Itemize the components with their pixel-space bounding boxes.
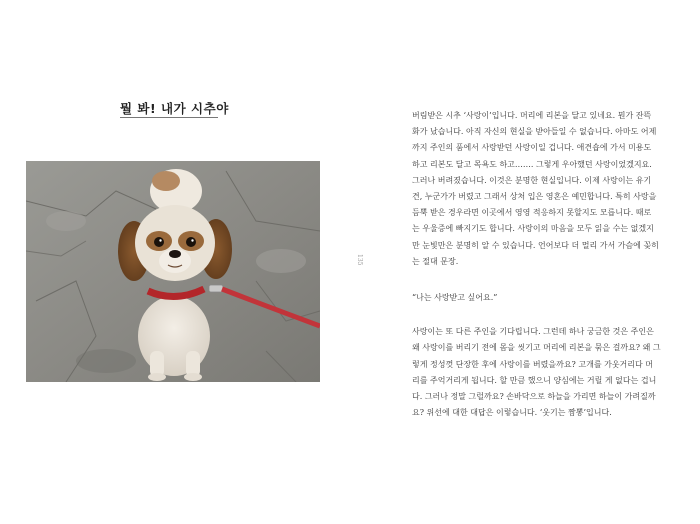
paragraph-2-line: 요? 위선에 대한 대답은 이렇습니다. ‘웃기는 짬뽕’입니다. (412, 408, 612, 418)
chapter-title: 뭘 봐! 내가 시추야 (120, 101, 229, 116)
paragraph-1-line: 는 우울증에 빠지기도 합니다. 사랑이의 마음을 모두 읽을 수는 없겠지 (412, 224, 654, 234)
page-number: 135 (356, 254, 363, 266)
paragraph-2-line: 사랑이는 또 다른 주인을 기다립니다. 그런데 하나 궁금한 것은 주인은 (412, 327, 654, 337)
paragraph-2-line: 렇게 정성껏 단장한 후에 사랑이를 버렸을까요? 고개를 가웃거리다 머 (412, 359, 654, 369)
paragraph-1-line: 까지 주인의 품에서 사랑받던 사랑이일 겁니다. 애견숍에 가서 미용도 (412, 143, 652, 153)
paragraph-1-line: 하고 리본도 달고 목욕도 하고……. 그렇게 우아했던 사랑이었겠지요. (412, 159, 652, 169)
paragraph-1-line: 버림받은 시추 ‘사랑이’입니다. 머리에 리본을 달고 있네요. 뭔가 잔뜩 (412, 111, 652, 120)
paragraph-2-line: 왜 사랑이를 버리기 전에 몸을 씻기고 머리에 리본을 묶은 걸까요? 왜 그 (412, 343, 661, 353)
paragraph-1-line: 그러나 버려졌습니다. 이것은 분명한 현실입니다. 이제 사랑이는 유기 (412, 175, 652, 185)
paragraph-1-line: 는 절대 문장. (412, 256, 459, 266)
body-text (412, 108, 661, 421)
paragraph-1-line: 듬뿍 받은 경우라면 이곳에서 영영 적응하지 못할지도 모릅니다. 때로 (412, 208, 652, 218)
shih-tzu-photo (26, 161, 320, 382)
paragraph-1-line: 화가 났습니다. 아직 자신의 현실을 받아들일 수 없습니다. 아마도 어제 (412, 127, 657, 137)
paragraph-2-line: 다. 그러나 정말 그럴까요? 손바닥으로 하늘을 가리면 하늘이 가려질까 (412, 392, 656, 402)
paragraph-2-line: 리를 주억거리게 됩니다. 할 만큼 했으니 양심에는 거릴 게 없다는 겁니 (412, 375, 657, 385)
title-underline (120, 117, 218, 118)
quote-line: “나는 사랑받고 싶어요.” (412, 293, 498, 303)
paragraph-1-line: 만 눈빛만은 분명히 알 수 있습니다. 언어보다 더 멀리 가서 가슴에 꽂히 (412, 240, 659, 250)
paragraph-1-line: 견, 누군가가 버렸고 그래서 상처 입은 영혼은 예민합니다. 특히 사랑을 (412, 192, 657, 202)
shih-tzu-photo-illustration (26, 161, 320, 382)
